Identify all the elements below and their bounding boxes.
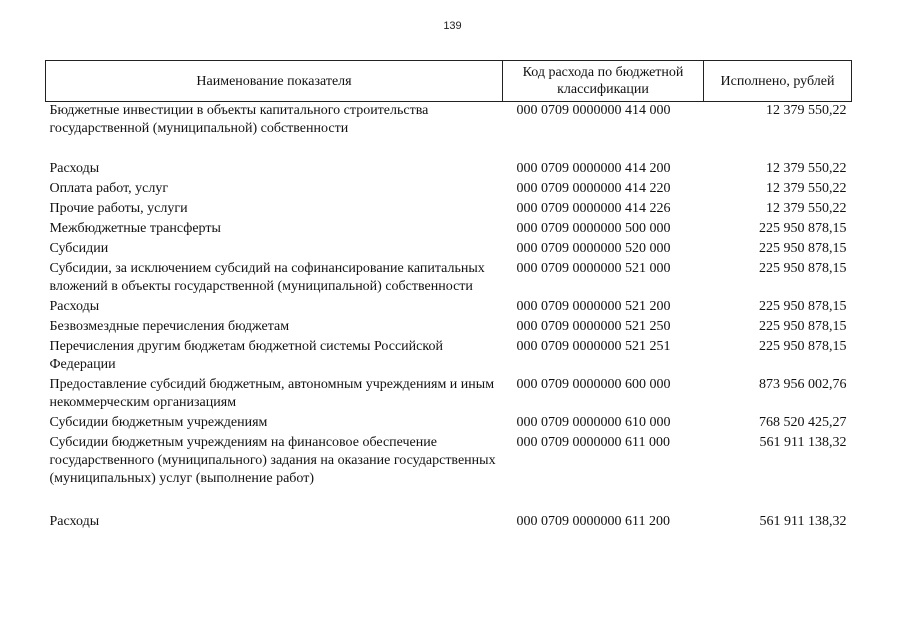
row-indicator-name: Субсидии — [49, 241, 109, 256]
row-indicator-name: Прочие работы, услуги — [49, 201, 188, 216]
row-executed-sum: 768 520 425,27 — [759, 415, 847, 430]
header-indicator-name: Наименование показателя — [46, 61, 503, 102]
table-row — [46, 298, 852, 318]
header-budget-code: Код расхода по бюджетной классификации — [503, 61, 704, 102]
row-budget-code: 000 0709 0000000 611 200 — [516, 514, 670, 529]
row-indicator-name: Бюджетные инвестиции в объекты капитального строительства государственной (муниципальной) собственности — [49, 103, 429, 136]
row-executed-sum: 225 950 878,15 — [759, 299, 847, 314]
row-indicator-name: Безвозмездные перечисления бюджетам — [49, 319, 290, 334]
row-executed-sum: 225 950 878,15 — [759, 339, 847, 354]
row-executed-sum: 561 911 138,32 — [759, 514, 847, 529]
row-indicator-name: Расходы — [49, 299, 100, 314]
row-budget-code: 000 0709 0000000 520 000 — [516, 241, 671, 256]
row-indicator-name: Субсидии бюджетным учреждениям на финансовое обеспечение государственного (муниципального) задания на оказание государственных (муниципальных) услуг (выполнение работ) — [49, 435, 496, 486]
row-budget-code: 000 0709 0000000 521 250 — [516, 319, 671, 334]
table-row — [46, 180, 852, 200]
row-spacer — [46, 490, 852, 513]
row-budget-code: 000 0709 0000000 414 220 — [516, 181, 671, 196]
table-row — [46, 434, 852, 490]
row-executed-sum: 12 379 550,22 — [766, 181, 847, 196]
row-budget-code: 000 0709 0000000 521 200 — [516, 299, 671, 314]
row-executed-sum: 561 911 138,32 — [759, 435, 847, 450]
row-executed-sum: 225 950 878,15 — [759, 241, 847, 256]
page-number: 139 — [443, 20, 462, 32]
table-row — [46, 240, 852, 260]
table-header — [46, 61, 852, 102]
row-budget-code: 000 0709 0000000 414 000 — [516, 103, 671, 118]
row-indicator-name: Предоставление субсидий бюджетным, автономным учреждениям и иным некоммерческим организациям — [49, 377, 495, 410]
table-row — [46, 513, 852, 533]
header-row — [46, 61, 852, 102]
row-budget-code: 000 0709 0000000 610 000 — [516, 415, 671, 430]
header-executed-sum: Исполнено, рублей — [704, 61, 852, 102]
row-budget-code: 000 0709 0000000 500 000 — [516, 221, 671, 236]
row-executed-sum: 225 950 878,15 — [759, 319, 847, 334]
row-indicator-name: Оплата работ, услуг — [49, 181, 169, 196]
row-executed-sum: 12 379 550,22 — [766, 103, 847, 118]
table-body — [46, 102, 852, 534]
row-indicator-name: Расходы — [49, 161, 100, 176]
row-budget-code: 000 0709 0000000 521 000 — [516, 261, 671, 276]
row-executed-sum: 12 379 550,22 — [766, 161, 847, 176]
row-budget-code: 000 0709 0000000 414 226 — [516, 201, 671, 216]
row-budget-code: 000 0709 0000000 611 000 — [516, 435, 670, 450]
table-row — [46, 200, 852, 220]
table-row — [46, 260, 852, 298]
row-budget-code: 000 0709 0000000 414 200 — [516, 161, 671, 176]
row-executed-sum: 225 950 878,15 — [759, 221, 847, 236]
table-row — [46, 102, 852, 141]
table-row — [46, 376, 852, 414]
row-indicator-name: Субсидии бюджетным учреждениям — [49, 415, 268, 430]
row-spacer — [46, 140, 852, 160]
table-row — [46, 160, 852, 180]
row-budget-code: 000 0709 0000000 600 000 — [516, 377, 671, 392]
table-row — [46, 220, 852, 240]
table-row — [46, 318, 852, 338]
table-row — [46, 338, 852, 376]
row-indicator-name: Перечисления другим бюджетам бюджетной системы Российской Федерации — [49, 339, 443, 372]
expense-report-table — [45, 60, 852, 533]
row-executed-sum: 12 379 550,22 — [766, 201, 847, 216]
row-indicator-name: Субсидии, за исключением субсидий на софинансирование капитальных вложений в объекты государственной (муниципальной) собственности — [49, 261, 485, 294]
row-executed-sum: 873 956 002,76 — [759, 377, 847, 392]
row-executed-sum: 225 950 878,15 — [759, 261, 847, 276]
row-indicator-name: Расходы — [49, 514, 100, 529]
row-budget-code: 000 0709 0000000 521 251 — [516, 339, 671, 354]
row-indicator-name: Межбюджетные трансферты — [49, 221, 221, 236]
table-row — [46, 414, 852, 434]
